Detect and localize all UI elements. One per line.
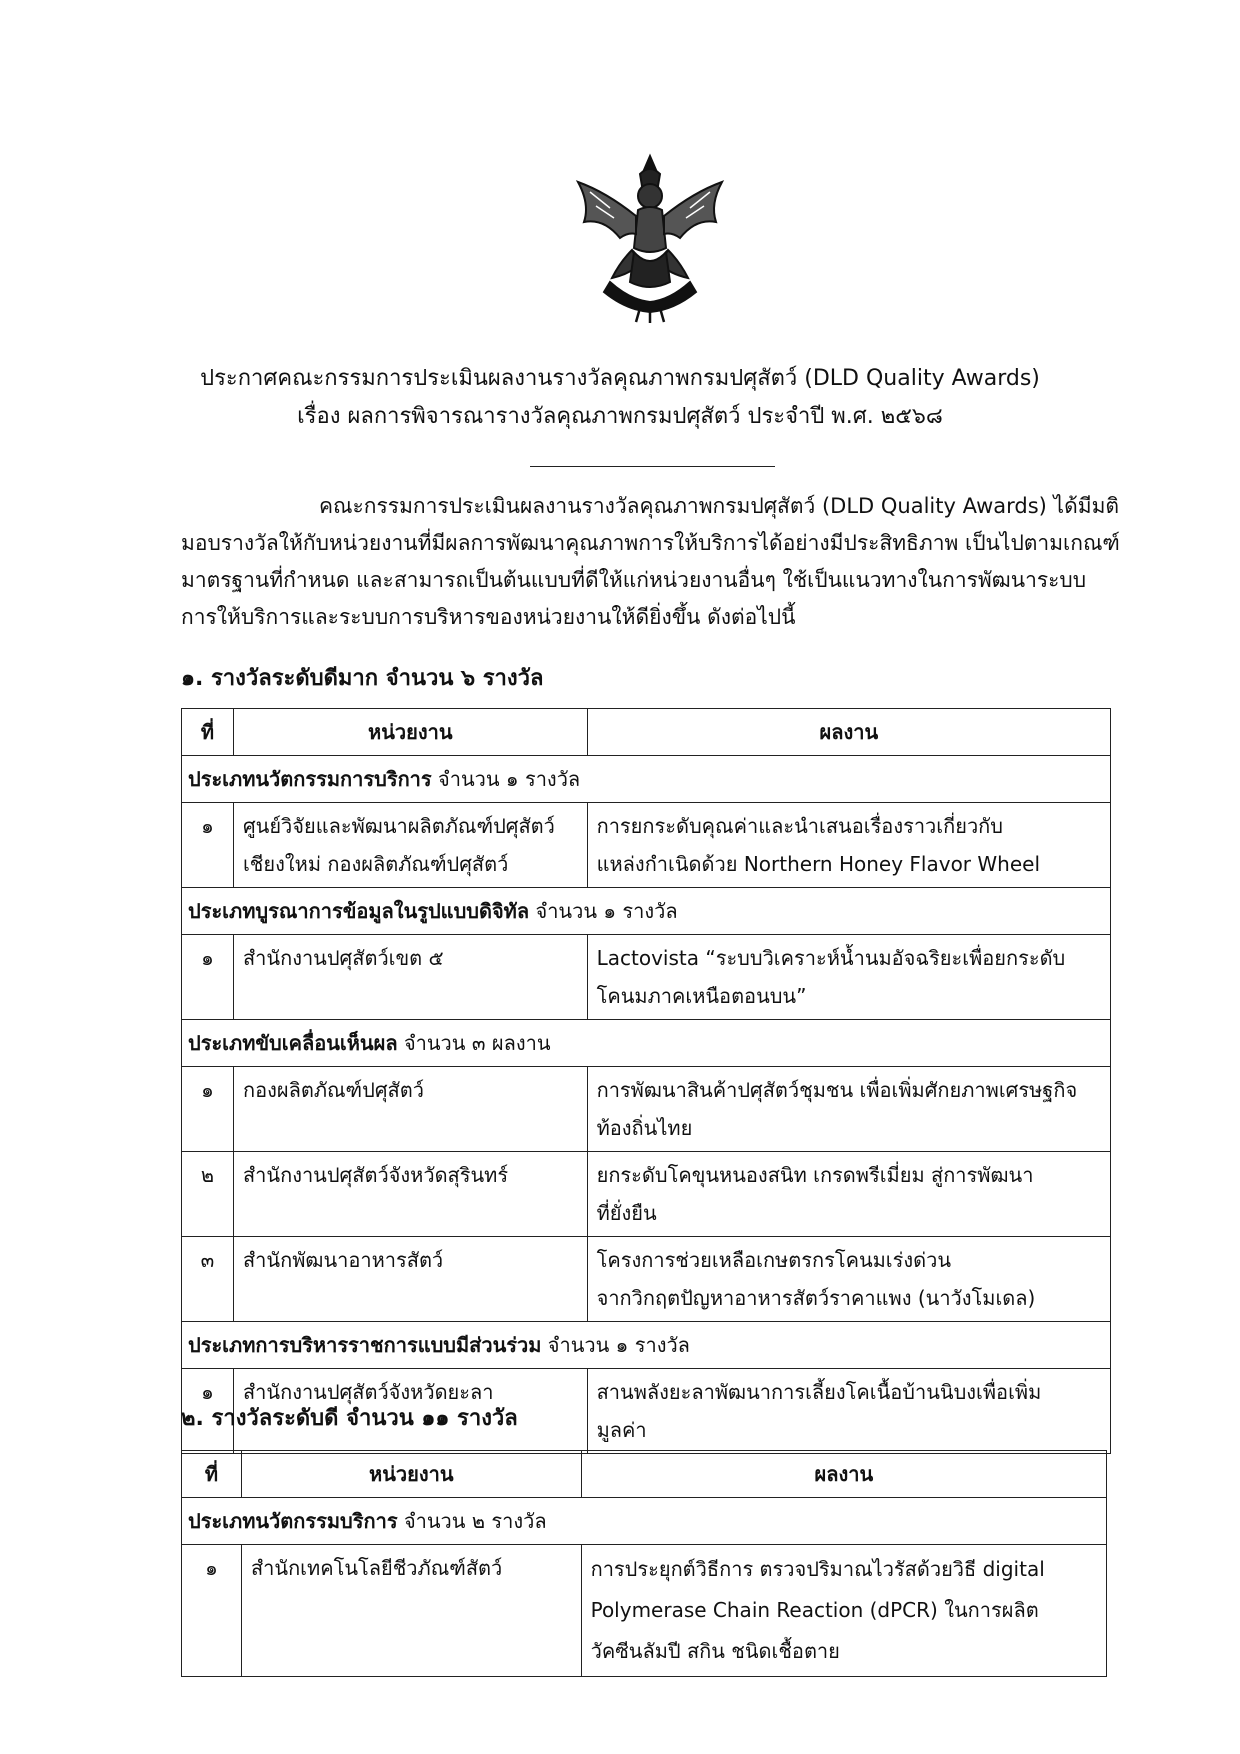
table-row: ๑ สำนักเทคโนโลยีชีวภัณฑ์สัตว์ การประยุกต์วิธีการ ตรวจปริมาณไวรัสด้วยวิธี digital Polymerase Chain Reaction (dPCR) ในการผลิต วัคซีนลัมปี สกิน ชนิดเชื้อตาย [182,1545,1107,1677]
section-1-heading: ๑. รางวัลระดับดีมาก จำนวน ๖ รางวัล [181,666,544,691]
announcement-title: ประกาศคณะกรรมการประเมินผลงานรางวัลคุณภาพกรมปศุสัตว์ (DLD Quality Awards) [200,366,1040,391]
table-row: ๑ ศูนย์วิจัยและพัฒนาผลิตภัณฑ์ปศุสัตว์ เชียงใหม่ กองผลิตภัณฑ์ปศุสัตว์ การยกระดับคุณค่าและนำเสนอเรื่องราวเกี่ยวกับ แหล่งกำเนิดด้วย Northern Honey Flavor Wheel [182,803,1111,888]
table-row: ๑ กองผลิตภัณฑ์ปศุสัตว์ การพัฒนาสินค้าปศุสัตว์ชุมชน เพื่อเพิ่มศักยภาพเศรษฐกิจ ท้องถิ่นไทย [182,1067,1111,1152]
table-header-row [182,1451,1107,1498]
column-header-unit: หน่วยงาน [233,709,587,756]
table-row: ๑ สำนักงานปศุสัตว์จังหวัดยะลา สานพลังยะลาพัฒนาการเลี้ยงโคเนื้อบ้านนิบงเพื่อเพิ่ม มูลค่า [182,1369,1111,1454]
column-header-work: ผลงาน [587,709,1110,756]
table-row: ๑ สำนักงานปศุสัตว์เขต ๕ Lactovista “ระบบวิเคราะห์น้ำนมอัจฉริยะเพื่อยกระดับ โคนมภาคเหนือตอนบน” [182,935,1111,1020]
column-header-no: ที่ [182,709,234,756]
intro-paragraph: คณะกรรมการประเมินผลงานรางวัลคุณภาพกรมปศุสัตว์ (DLD Quality Awards) ได้มีมติมอบรางวัลให้กับหน่วยงานที่มีผลการพัฒนาคุณภาพการให้บริการได้อย่างมีประสิทธิภาพ เป็นไปตามเกณฑ์มาตรฐานที่กำหนด และสามารถเป็นต้นแบบที่ดีให้แก่หน่วยงานอื่นๆ ใช้เป็นแนวทางในการพัฒนาระบบการให้บริการและระบบการบริหารของหน่วยงานให้ดียิ่งขึ้น ดังต่อไปนี้ [181,494,1120,629]
table-row: ๓ สำนักพัฒนาอาหารสัตว์ โครงการช่วยเหลือเกษตรกรโคนมเร่งด่วน จากวิกฤตปัญหาอาหารสัตว์ราคาแพง (นาวังโมเดล) [182,1237,1111,1322]
category-row: ประเภทบูรณาการข้อมูลในรูปแบบดิจิทัล จำนวน ๑ รางวัล [182,888,1111,935]
section-2-heading: ๒. รางวัลระดับดี จำนวน ๑๑ รางวัล [181,1406,518,1431]
category-row: ประเภทนวัตกรรมบริการ จำนวน ๒ รางวัล [182,1498,1107,1545]
column-header-no: ที่ [182,1451,242,1498]
category-row: ประเภทขับเคลื่อนเห็นผล จำนวน ๓ ผลงาน [182,1020,1111,1067]
announcement-subject: เรื่อง ผลการพิจารณารางวัลคุณภาพกรมปศุสัตว์ ประจำปี พ.ศ. ๒๕๖๘ [297,404,943,429]
table-header-row [182,709,1111,756]
title-divider [530,466,775,467]
garuda-emblem-icon [570,152,730,324]
category-row: ประเภทการบริหารราชการแบบมีส่วนร่วม จำนวน ๑ รางวัล [182,1322,1111,1369]
table-row: ๒ สำนักงานปศุสัตว์จังหวัดสุรินทร์ ยกระดับโคขุนหนองสนิท เกรดพรีเมี่ยม สู่การพัฒนา ที่ยั่งยืน [182,1152,1111,1237]
category-row: ประเภทนวัตกรรมการบริการ จำนวน ๑ รางวัล [182,756,1111,803]
section-2-table [181,1450,1107,1677]
column-header-unit: หน่วยงาน [241,1451,581,1498]
column-header-work: ผลงาน [581,1451,1106,1498]
section-1-table [181,708,1111,1454]
